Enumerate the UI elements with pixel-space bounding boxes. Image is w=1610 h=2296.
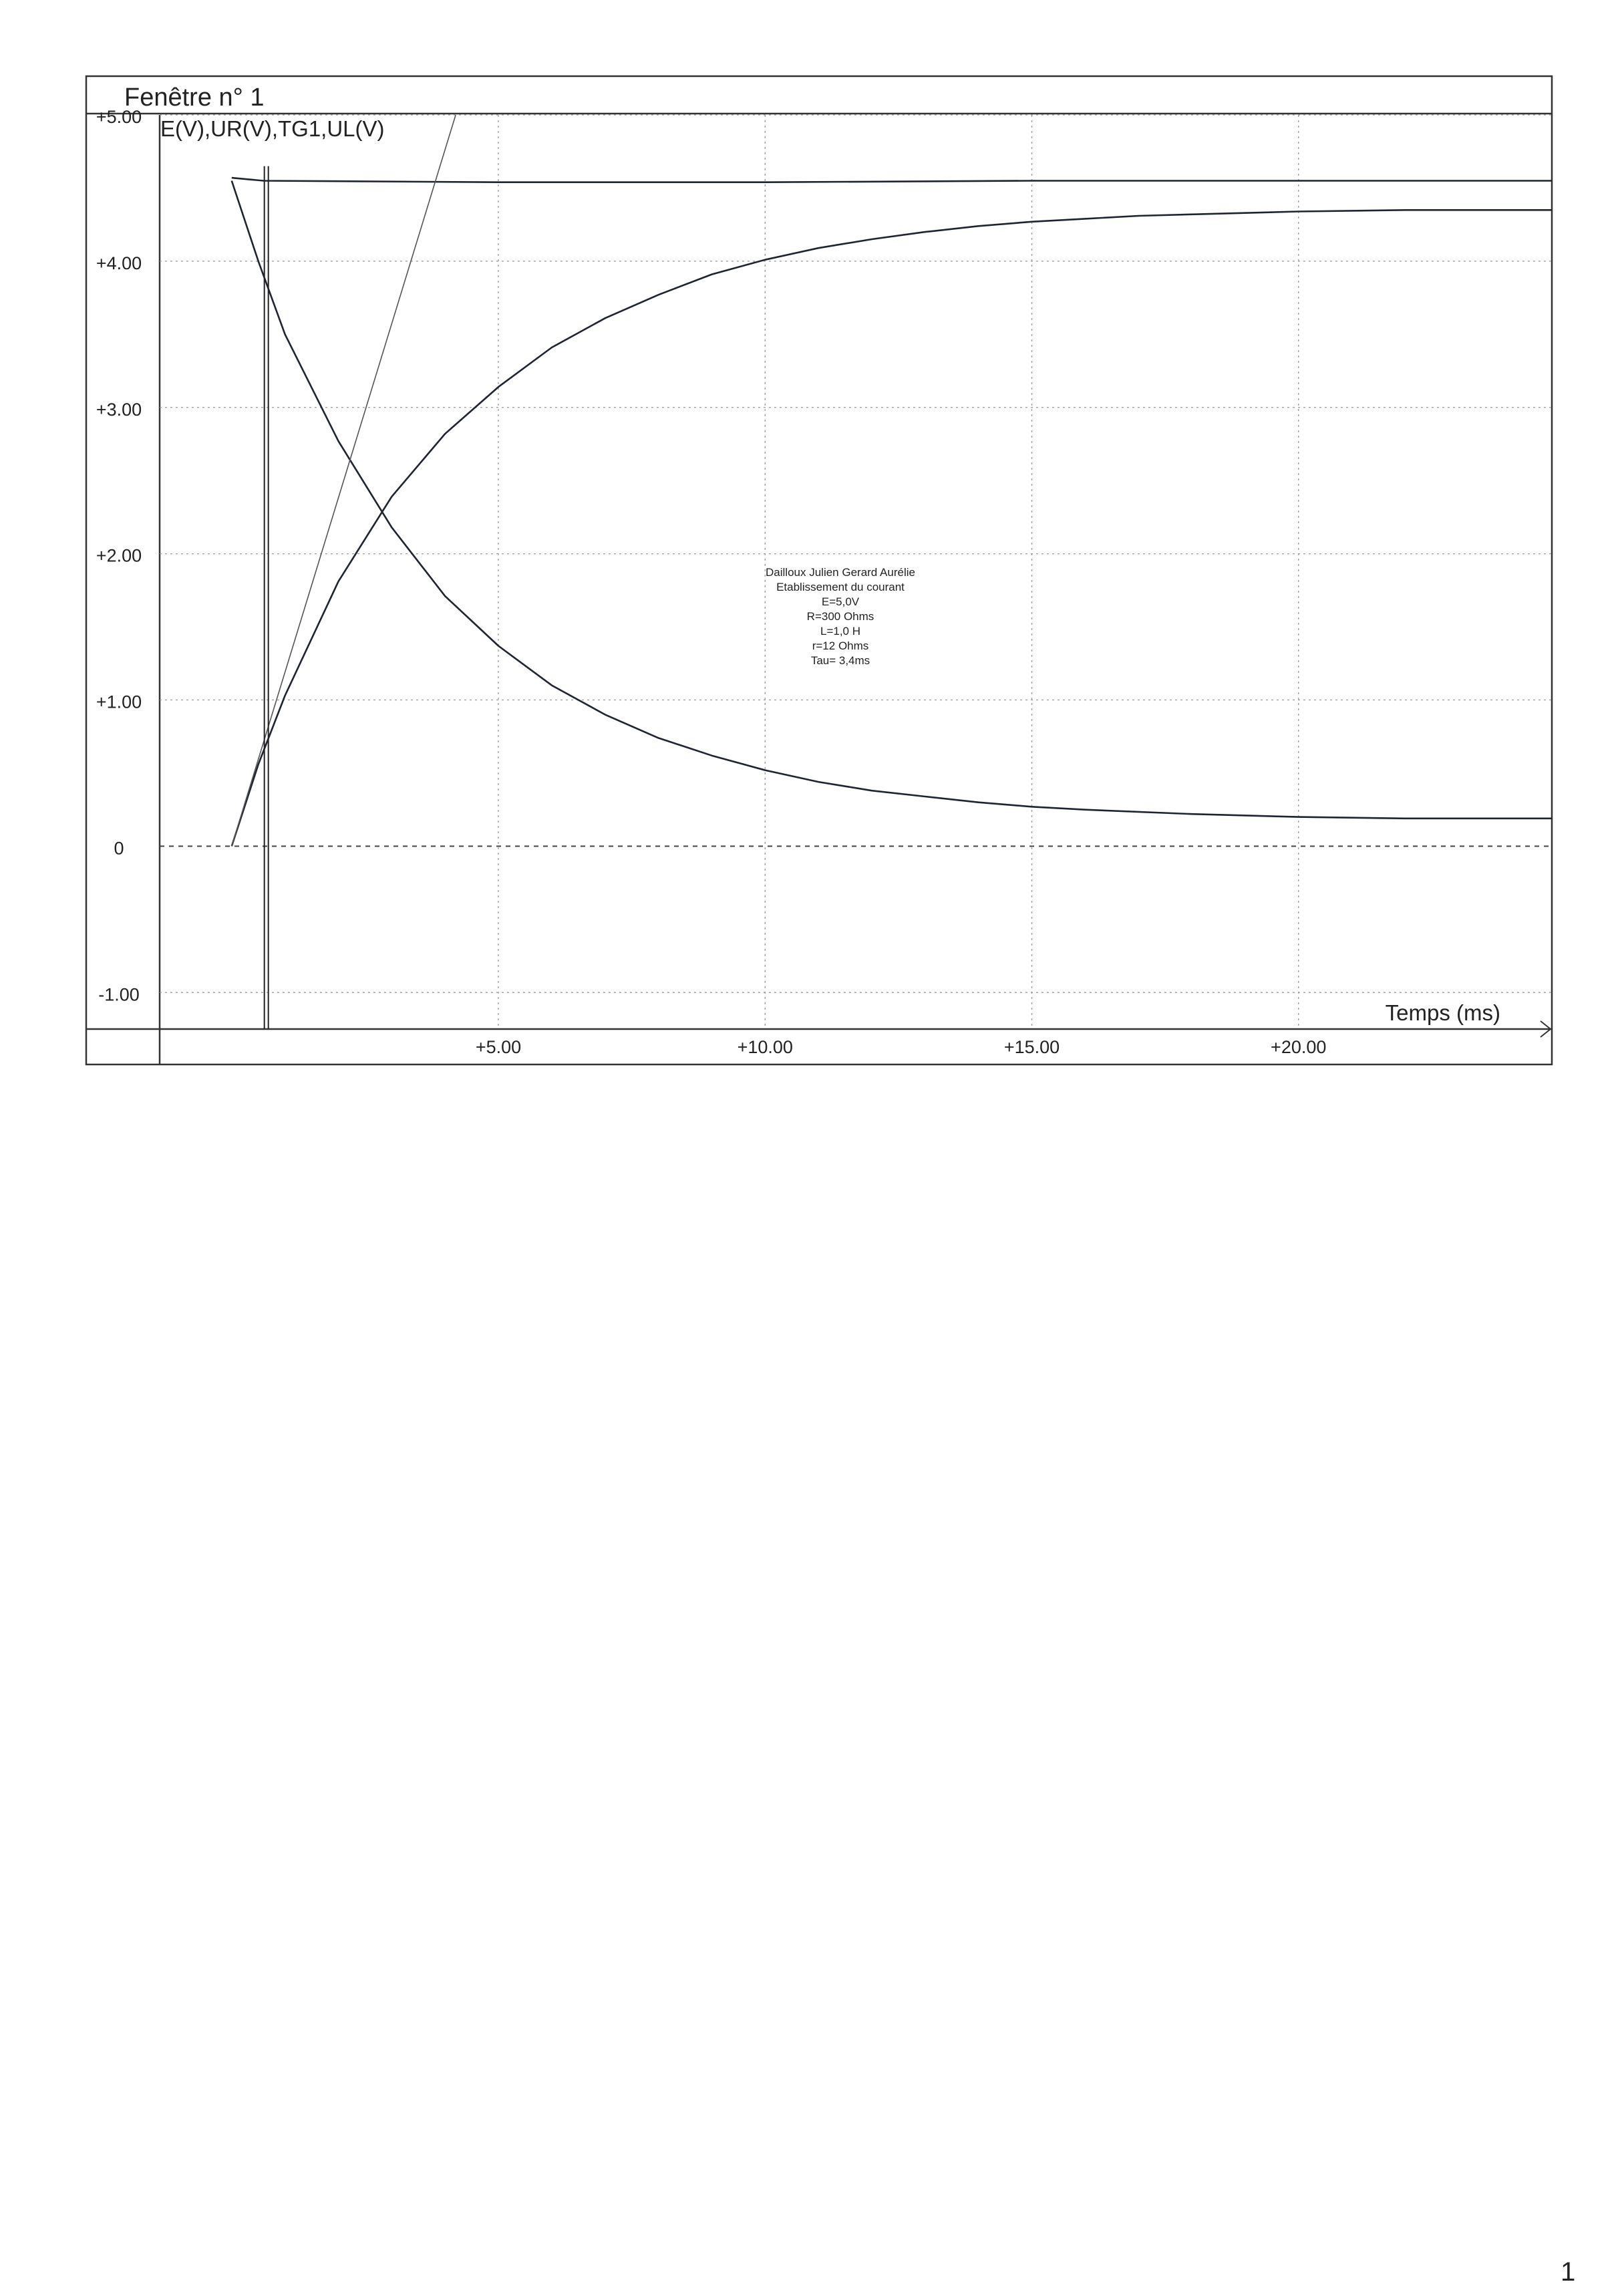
annotation-line: R=300 Ohms xyxy=(806,610,874,623)
series-line-ul-v xyxy=(232,181,1552,819)
series-line-ur-v xyxy=(232,210,1552,846)
annotation-line: r=12 Ohms xyxy=(812,639,869,652)
annotation-line: E=5,0V xyxy=(821,595,860,608)
x-tick-label: +10.00 xyxy=(737,1037,793,1057)
y-tick-label: -1.00 xyxy=(98,984,140,1005)
x-axis-label: Temps (ms) xyxy=(1385,1000,1500,1025)
y-tick-label: 0 xyxy=(114,838,124,859)
y-tick-label: +4.00 xyxy=(96,253,142,273)
series-line-e-v xyxy=(232,178,1552,182)
x-tick-label: +20.00 xyxy=(1271,1037,1327,1057)
tick-layer xyxy=(96,107,1327,1057)
x-tick-label: +5.00 xyxy=(475,1037,522,1057)
series-line-tg1 xyxy=(232,115,456,846)
window-title: Fenêtre n° 1 xyxy=(124,84,265,112)
series-label: E(V),UR(V),TG1,UL(V) xyxy=(160,116,385,141)
y-tick-label: +5.00 xyxy=(96,107,142,127)
annotation-line: L=1,0 H xyxy=(820,625,861,637)
page-number: 1 xyxy=(1561,2257,1576,2287)
x-tick-label: +15.00 xyxy=(1003,1037,1060,1057)
y-tick-label: +3.00 xyxy=(96,399,142,420)
annotation-block xyxy=(766,566,915,667)
chart-window xyxy=(0,0,1610,1136)
annotation-line: Dailloux Julien Gerard Aurélie xyxy=(766,566,915,579)
y-tick-label: +1.00 xyxy=(96,692,142,712)
annotation-line: Tau= 3,4ms xyxy=(810,654,870,667)
annotation-line: Etablissement du courant xyxy=(776,581,905,593)
chart-svg xyxy=(0,0,1610,1136)
y-tick-label: +2.00 xyxy=(96,545,142,566)
